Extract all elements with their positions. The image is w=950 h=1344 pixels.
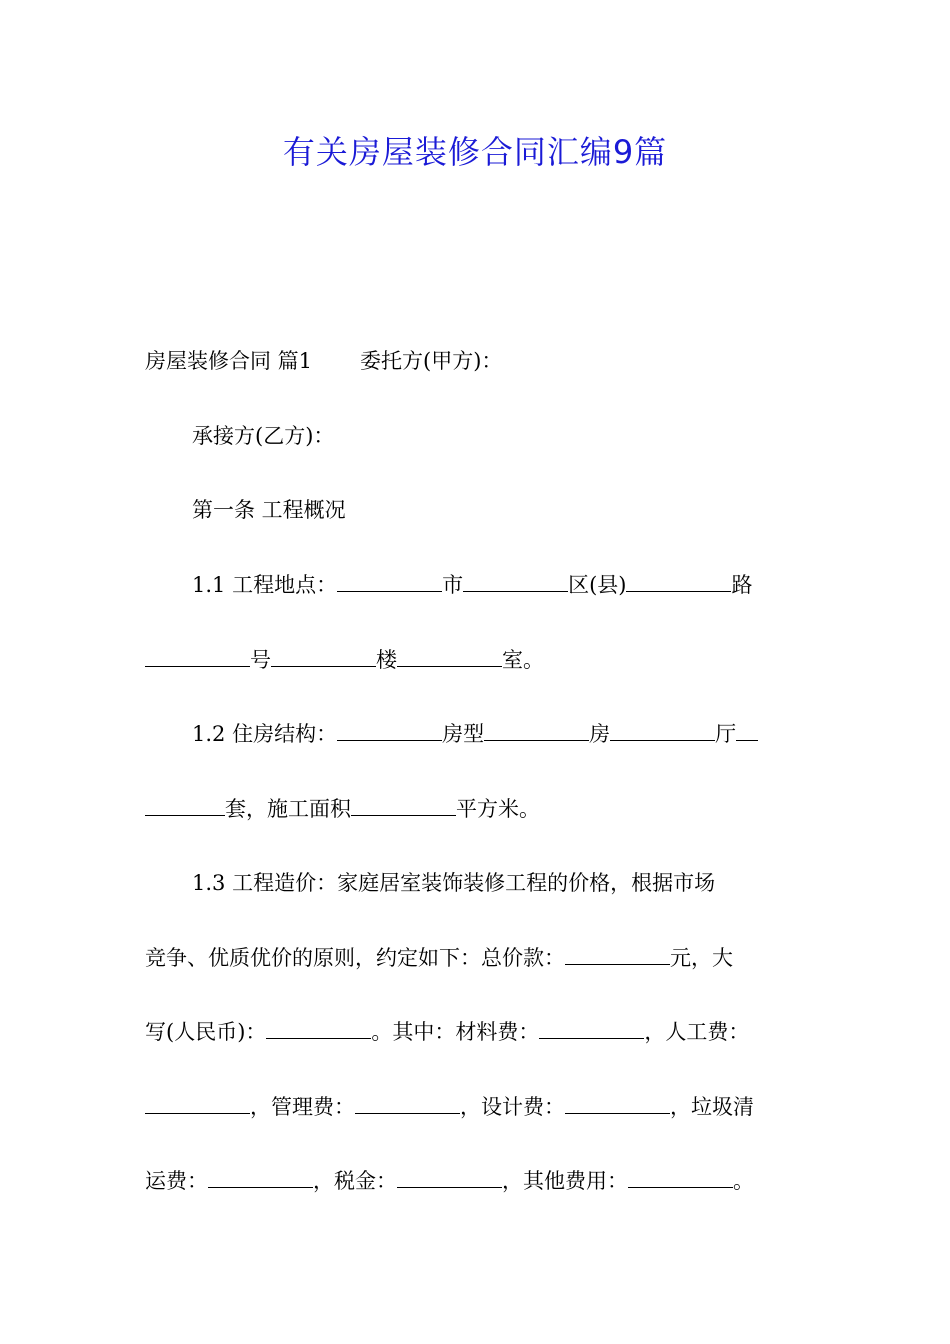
section-label: 房屋装修合同 篇1 <box>145 349 313 373</box>
party-a-label: 委托方(甲方)： <box>360 349 503 373</box>
blank-field <box>626 571 731 592</box>
blank-field <box>397 1167 502 1188</box>
blank-field <box>539 1018 644 1039</box>
item-1-2-line-1: 1.2 住房结构： 房型 房 厅 <box>192 719 862 749</box>
item-1-3-line-2: 竞争、优质优价的原则，约定如下：总价款： 元，大 <box>145 946 733 970</box>
blank-field <box>355 1093 460 1114</box>
blank-field <box>266 1018 371 1039</box>
blank-field <box>208 1167 313 1188</box>
blank-field <box>337 720 442 741</box>
blank-field <box>484 720 589 741</box>
item-1-3-line-4: ，管理费： ，设计费： ，垃圾清 <box>145 1092 815 1122</box>
blank-field <box>628 1167 733 1188</box>
blank-field <box>565 1093 670 1114</box>
blank-field <box>351 795 456 816</box>
document-title: 有关房屋装修合同汇编9篇 <box>282 133 668 171</box>
item-1-1-line-2: 号 楼 室。 <box>145 645 815 675</box>
party-b-line <box>192 421 862 451</box>
header-line <box>145 346 815 376</box>
item-1-3-line-3: 写(人民币)： 。其中：材料费： ，人工费： <box>145 1020 750 1044</box>
blank-field <box>736 720 758 741</box>
blank-field <box>610 720 715 741</box>
blank-field <box>145 646 250 667</box>
blank-field <box>145 795 225 816</box>
item-1-2-line-2: 套，施工面积 平方米。 <box>145 794 815 824</box>
item-1-1-line-1: 1.1 工程地点： 市 区(县) 路 <box>192 573 753 597</box>
blank-field <box>337 571 442 592</box>
blank-field <box>145 1093 250 1114</box>
blank-field <box>271 646 376 667</box>
article-1-heading: 第一条 工程概况 <box>192 498 346 522</box>
blank-field <box>397 646 502 667</box>
party-b-label: 承接方(乙方)： <box>192 424 335 448</box>
blank-field <box>565 944 670 965</box>
item-1-3-line-5: 运费： ，税金： ，其他费用： 。 <box>145 1169 754 1193</box>
blank-field <box>463 571 568 592</box>
item-1-3-line-1: 1.3 工程造价：家庭居室装饰装修工程的价格，根据市场 <box>192 871 716 895</box>
